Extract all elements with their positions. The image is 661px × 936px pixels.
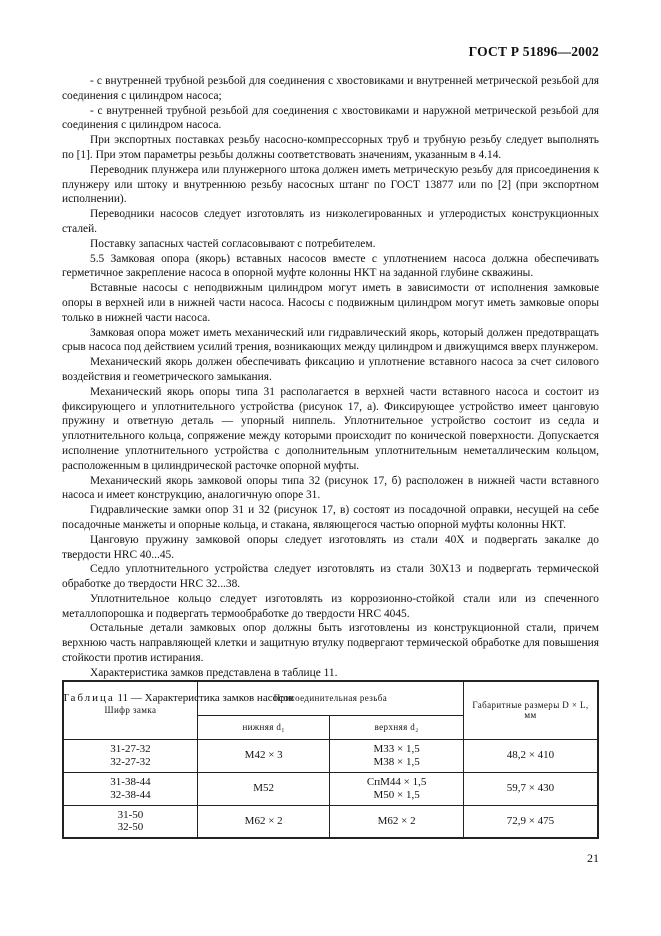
- page-number: 21: [587, 851, 599, 865]
- paragraph: При экспортных поставках резьбу насосно-компрессорных труб и трубную резьбу следует выполнять по [1]. При этом параметры резьбы должны соответствовать значениям, указанным в 4.14.: [62, 134, 599, 161]
- locks-table: [62, 680, 599, 839]
- header-thread: Присоединительная резьба: [197, 681, 463, 715]
- paragraph: Уплотнительное кольцо следует изготовлять из коррозионно-стойкой стали или из спеченного металлопорошка и подвергать термообработке до твердости HRC 4045.: [62, 592, 599, 620]
- cell-code: 32-38-44: [110, 788, 151, 801]
- paragraph: Механический якорь должен обеспечивать фиксацию и уплотнение вставного насоса за счет силового воздействия и геометрического замыкания.: [62, 356, 599, 383]
- header-lower-thread: нижняя d₁: [197, 715, 329, 739]
- paragraph: Механический якорь опоры типа 31 располагается в верхней части вставного насоса и состоит из фиксирующего и уплотнительного устройства (рисунок 17, а). Фиксирующее устройство имеет цанговую пружину и ответную деталь — упорный ниппель. Уплотнительное устройство состоит из седла и уплотнительного кольца, сопряжение между которыми происходит по конической поверхности. Допускается исполнение уплотнительного устройства с дополнительным уплотнительным неметаллическим кольцом, расположенным в цилиндрической расточке опорной муфты.: [62, 385, 599, 472]
- cell-dims: 48,2 × 410: [463, 739, 598, 772]
- body-text: [62, 74, 599, 705]
- paragraph: - с внутренней трубной резьбой для соединения с хвостовиками и внутренней метрической резьбой для соединения с цилиндром насоса;: [62, 75, 599, 102]
- header-upper-thread: верхняя d₂: [330, 715, 464, 739]
- cell-code: 32-50: [117, 821, 144, 834]
- cell-upper: M50 × 1,5: [373, 788, 420, 801]
- cell-lower: M42 × 3: [197, 739, 329, 772]
- header-code: Шифр замка: [63, 681, 197, 739]
- paragraph: - с внутренней трубной резьбой для соединения с хвостовиками и наружной метрической резьбой для соединения с цилиндром насоса.: [62, 104, 599, 132]
- paragraph: Цанговую пружину замковой опоры следует изготовлять из стали 40Х и подвергать закалке до твердости HRC 40...45.: [62, 533, 599, 561]
- paragraph: Вставные насосы с неподвижным цилиндром могут иметь в зависимости от исполнения замковые опоры в верхней или в нижней части насоса. Насосы с подвижным цилиндром могут иметь замковые опоры только в нижней части насоса.: [62, 282, 599, 324]
- cell-dims: 59,7 × 430: [463, 772, 598, 805]
- paragraph: Гидравлические замки опор 31 и 32 (рисунок 17, в) состоят из посадочной оправки, несущей на себе посадочные манжеты и опорные кольца, и стакана, являющегося частью опорной муфты колонны НКТ.: [62, 504, 599, 531]
- cell-upper: M62 × 2: [330, 805, 464, 838]
- cell-code: 31-38-44: [110, 776, 151, 788]
- table-row: [63, 772, 598, 805]
- paragraph: Переводники насосов следует изготовлять из низколегированных и углеродистых конструкционных сталей.: [62, 208, 599, 235]
- cell-code: 31-27-32: [110, 743, 151, 755]
- paragraph: Механический якорь замковой опоры типа 32 (рисунок 17, б) расположен в нижней части вставного насоса и имеет конструкцию, аналогичную опоре 31.: [62, 474, 599, 502]
- paragraph: Поставку запасных частей согласовывают с потребителем.: [90, 237, 376, 250]
- table-caption-label: Таблица: [62, 691, 115, 704]
- table-row: [63, 805, 598, 838]
- paragraph: Остальные детали замковых опор должны быть изготовлены из конструкционной стали, причем верхнюю часть направляющей клетки и защитную втулку подвергают термической обработке для повышения стойкости против истирания.: [62, 622, 599, 665]
- cell-upper: M38 × 1,5: [373, 755, 420, 768]
- paragraph: 5.5 Замковая опора (якорь) вставных насосов вместе с уплотнением насоса должна обеспечивать герметичное закрепление насоса в опорной муфте колонны НКТ на заданной глубине скважины.: [62, 252, 599, 280]
- document-header: ГОСТ Р 51896—2002: [468, 44, 599, 59]
- paragraph: Замковая опора может иметь механический или гидравлический якорь, который должен предотвращать срыв насоса под действием усилий трения, возникающих между цилиндром и движущимся вверх плунжером.: [62, 326, 599, 354]
- cell-code: 31-50: [117, 808, 144, 821]
- paragraph: Переводник плунжера или плунжерного штока должен иметь метрическую резьбу для присоединения к плунжеру или штоку и внутреннюю резьбу насосных штанг по ГОСТ 13877 или по [2] (при экспортном исполнении).: [62, 163, 599, 206]
- paragraph: Характеристика замков представлена в таблице 11.: [90, 666, 338, 679]
- table-caption-text: 11 — Характеристика замков насосов: [114, 691, 294, 704]
- paragraph: Седло уплотнительного устройства следует изготовлять из стали 30Х13 и подвергать термической обработке до твердости HRC 32...38.: [62, 563, 599, 591]
- cell-dims: 72,9 × 475: [463, 805, 598, 838]
- cell-upper: M33 × 1,5: [373, 743, 420, 755]
- cell-code: 32-27-32: [110, 755, 151, 768]
- table-row: [63, 739, 598, 772]
- cell-lower: M62 × 2: [197, 805, 329, 838]
- cell-upper: СпМ44 × 1,5: [366, 776, 427, 788]
- header-dimensions: Габаритные размеры D × L, мм: [463, 681, 598, 739]
- cell-lower: M52: [197, 772, 329, 805]
